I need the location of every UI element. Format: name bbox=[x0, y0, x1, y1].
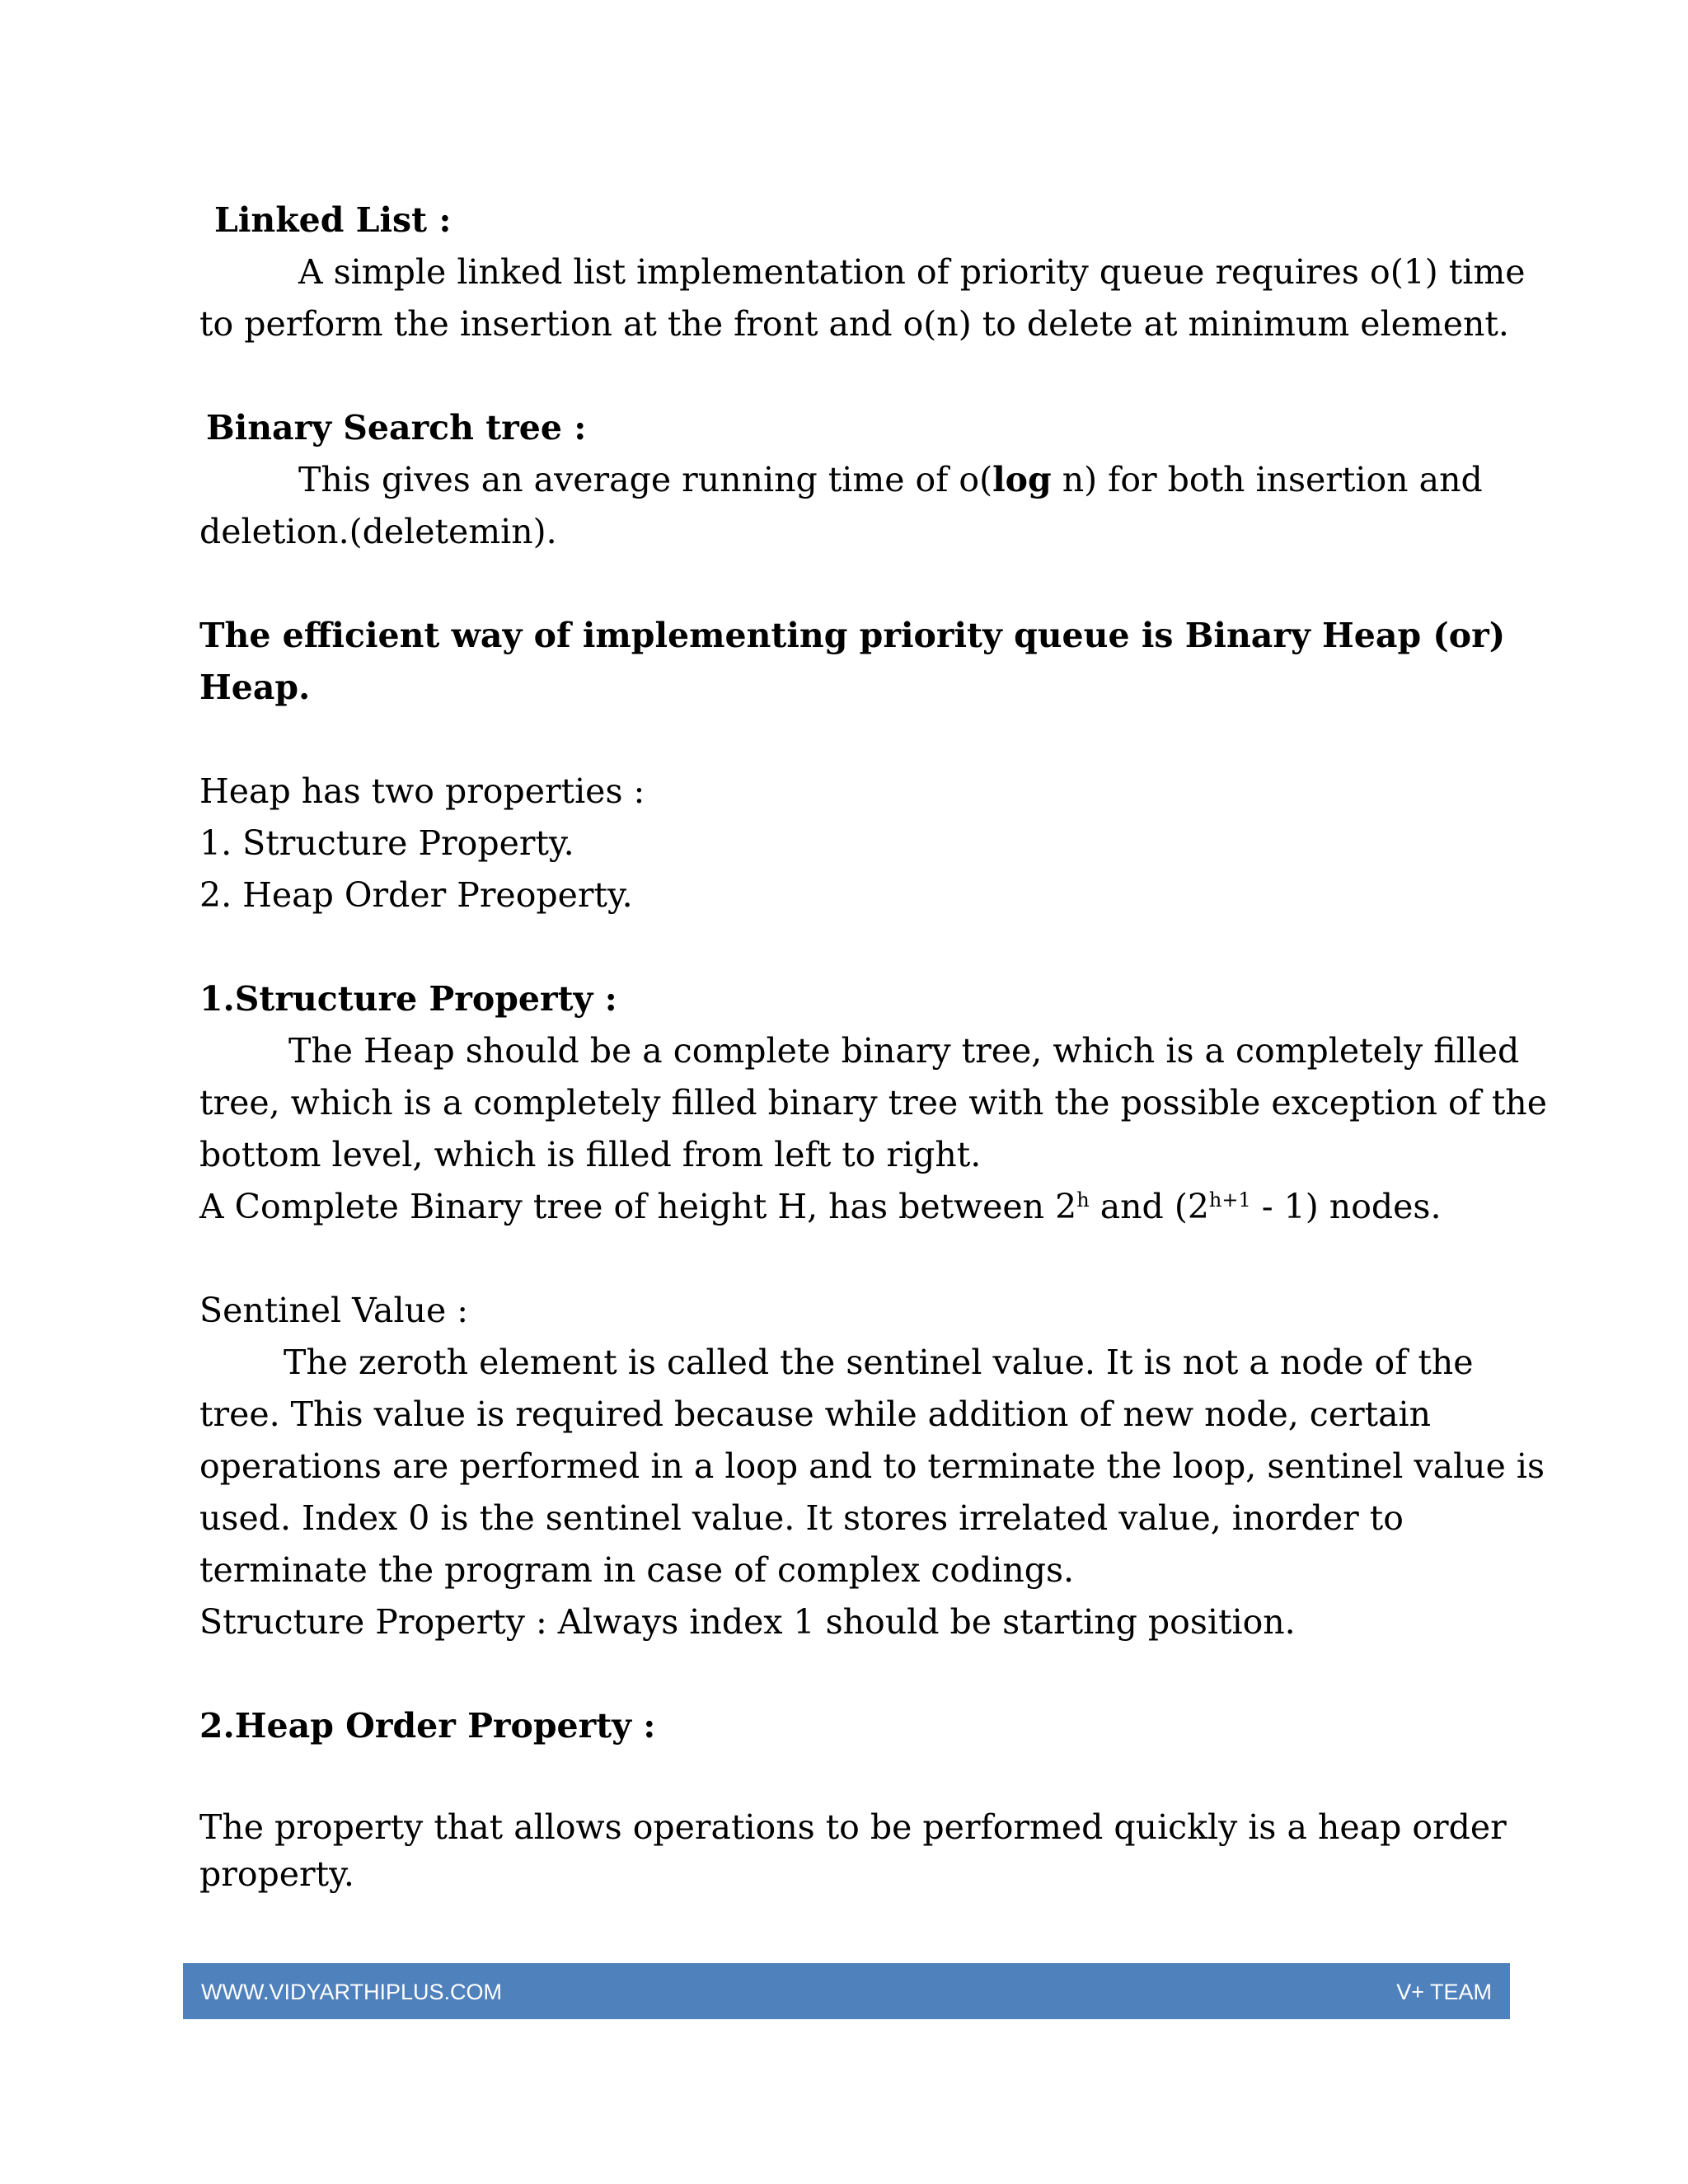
footer-website: WWW.VIDYARTHIPLUS.COM bbox=[201, 1980, 503, 2004]
sentinel-text-line: The zeroth element is called the sentinel value. It is not a node of the bbox=[284, 1343, 1474, 1382]
formula-text: and (2 bbox=[1089, 1187, 1209, 1226]
heap-order-heading: 2.Heap Order Property : bbox=[199, 1706, 656, 1746]
footer-team: V+ TEAM bbox=[1396, 1980, 1492, 2004]
sentinel-text-line: used. Index 0 is the sentinel value. It stores irrelated value, inorder to bbox=[199, 1498, 1404, 1538]
heap-order-text-line: The property that allows operations to be performed quickly is a heap order bbox=[199, 1807, 1507, 1847]
page-content bbox=[199, 194, 1547, 1898]
sentinel-text-line: terminate the program in case of complex codings. bbox=[199, 1550, 1075, 1590]
bst-text-line bbox=[199, 454, 1518, 506]
bst-heading: Binary Search tree : bbox=[206, 408, 587, 448]
bst-text-bold-log: log bbox=[992, 460, 1052, 499]
bst-text-post: n) for both insertion and bbox=[1051, 460, 1483, 499]
efficient-statement-line: Heap. bbox=[199, 668, 311, 707]
formula-superscript: h bbox=[1076, 1188, 1090, 1212]
structure-text-line: The Heap should be a complete binary tree, which is a completely filled bbox=[288, 1031, 1520, 1071]
structure-text-line: bottom level, which is filled from left to right. bbox=[199, 1135, 982, 1174]
heap-order-text-line: property. bbox=[199, 1854, 354, 1894]
heap-property-item: 1. Structure Property. bbox=[199, 823, 574, 863]
sentinel-heading: Sentinel Value : bbox=[199, 1291, 469, 1330]
sentinel-text-line: operations are performed in a loop and to terminate the loop, sentinel value is bbox=[199, 1446, 1545, 1486]
page-footer bbox=[183, 1963, 1510, 2019]
efficient-statement-line: The efficient way of implementing priority queue is Binary Heap (or) bbox=[199, 616, 1506, 655]
formula-text: - 1) nodes. bbox=[1250, 1187, 1442, 1226]
formula-superscript: h+1 bbox=[1208, 1188, 1251, 1212]
formula-text: A Complete Binary tree of height H, has between 2 bbox=[199, 1187, 1077, 1226]
heap-property-item: 2. Heap Order Preoperty. bbox=[199, 875, 633, 915]
bst-text-line: deletion.(deletemin). bbox=[199, 512, 557, 551]
bst-text-pre: This gives an average running time of o( bbox=[298, 460, 993, 499]
sentinel-text-line: Structure Property : Always index 1 should be starting position. bbox=[199, 1602, 1296, 1642]
heap-properties-intro: Heap has two properties : bbox=[199, 771, 645, 811]
linked-list-text-line: A simple linked list implementation of priority queue requires o(1) time bbox=[298, 252, 1526, 292]
structure-property-heading: 1.Structure Property : bbox=[199, 979, 617, 1019]
linked-list-text-line: to perform the insertion at the front and o(n) to delete at minimum element. bbox=[199, 304, 1509, 344]
linked-list-heading: Linked List : bbox=[214, 200, 452, 240]
structure-text-line: tree, which is a completely filled binary tree with the possible exception of the bbox=[199, 1083, 1547, 1122]
sentinel-text-line: tree. This value is required because while addition of new node, certain bbox=[199, 1394, 1432, 1434]
structure-formula-line bbox=[199, 1181, 1518, 1233]
